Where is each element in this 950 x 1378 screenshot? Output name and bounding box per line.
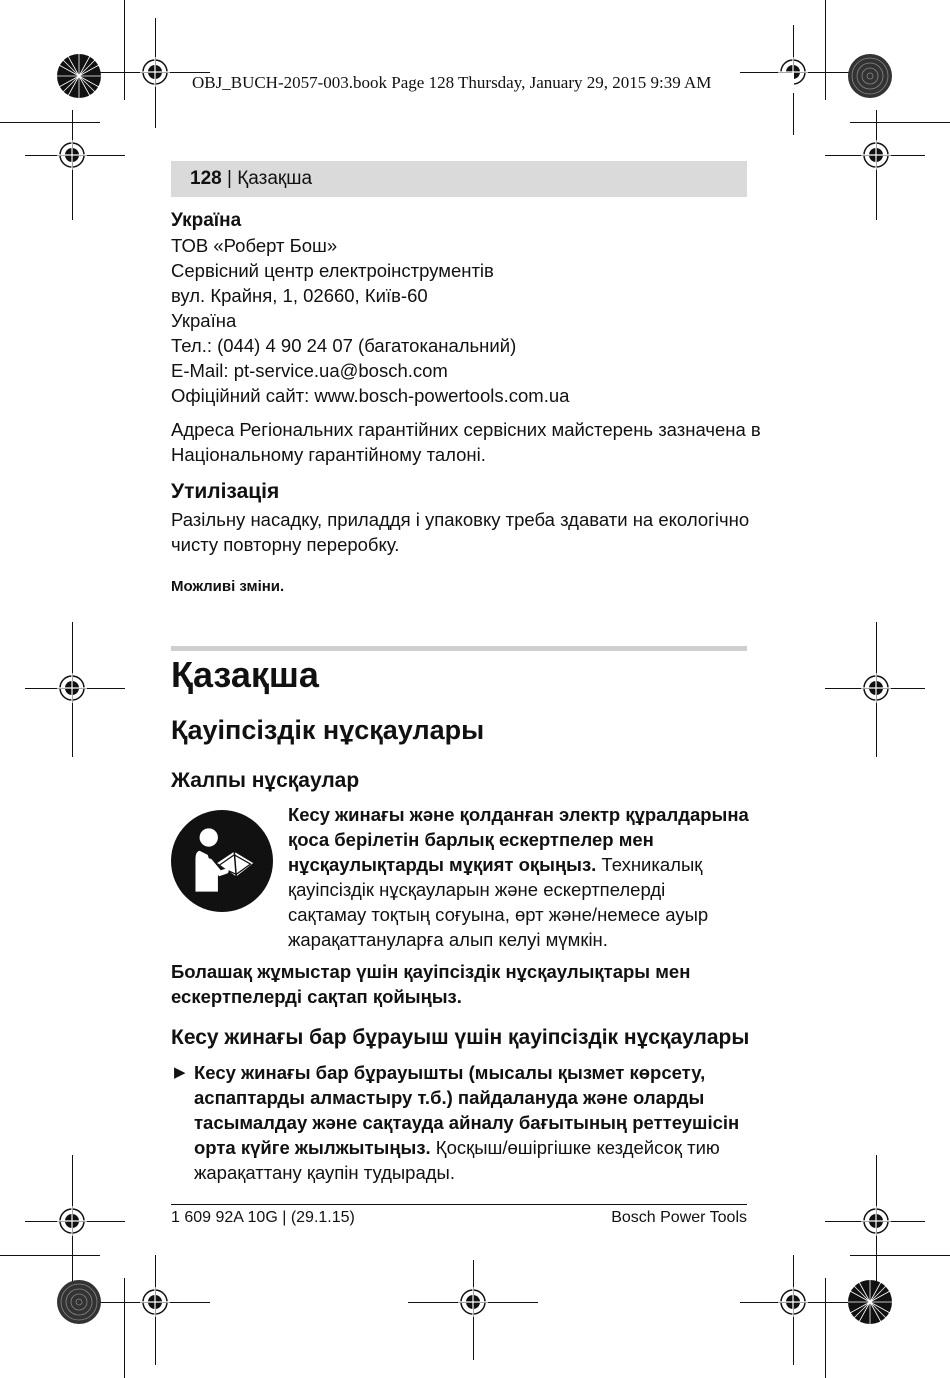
warning-bold-part: нұсқаулықтарды мұқият оқыңыз. xyxy=(288,854,597,875)
registration-mark-icon xyxy=(861,140,891,170)
registration-mark-icon xyxy=(57,140,87,170)
address-line: Сервісний центр електроінструментів xyxy=(171,260,494,281)
warning-line: жарақаттануларға алып келуі мүмкін. xyxy=(288,929,608,950)
crop-mark-top-right-v xyxy=(825,0,826,100)
warning-line: сақтамау тоқтың соғуына, өрт және/немесе ауыр xyxy=(288,904,709,925)
general-warning-text xyxy=(288,802,758,952)
crop-mark-bottom-left-v xyxy=(124,1278,125,1378)
warranty-note-line: Адреса Регіональних гарантійних сервісних майстерень зазначена в xyxy=(171,419,761,440)
bullet-line: тасымалдау және сақтауда айналу бағытының реттеушісін xyxy=(194,1112,740,1133)
crop-mark-top-left-v xyxy=(124,0,125,100)
bullet-triangle-icon: ▶ xyxy=(174,1064,186,1081)
changes-note: Можливі зміни. xyxy=(171,578,285,595)
registration-mark-icon xyxy=(458,1287,488,1317)
page-header-language: Қазақша xyxy=(237,168,313,189)
bullet-line: Кесу жинағы бар бұрауышты (мысалы қызмет көрсету, xyxy=(194,1062,706,1083)
keep-line: Болашақ жұмыстар үшін қауіпсіздік нұсқаулықтары мен xyxy=(171,961,691,982)
safety-title: Қауіпсіздік нұсқаулары xyxy=(171,715,485,745)
registration-mark-icon xyxy=(778,1287,808,1317)
star-target-icon xyxy=(847,1279,893,1325)
drill-safety-heading: Кесу жинағы бар бұрауыш үшін қауіпсіздік нұсқаулары xyxy=(171,1026,750,1049)
disposal-section xyxy=(171,479,751,557)
page-header xyxy=(171,161,747,197)
registration-mark-icon xyxy=(140,57,170,87)
warning-line: қоса берілетін барлық ескертпелер мен xyxy=(288,829,654,850)
drill-safety-item xyxy=(194,1060,754,1185)
document-code: 1 609 92A 10G xyxy=(171,1209,278,1226)
bullet-line: аспаптарды алмастыру т.б.) пайдалануда және оларды xyxy=(194,1087,705,1108)
footer-rule xyxy=(171,1204,747,1205)
phone-line: Тел.: (044) 4 90 24 07 (багатоканальний) xyxy=(171,335,517,356)
address-line: ТОВ «Роберт Бош» xyxy=(171,235,338,256)
disposal-line: Разільну насадку, приладдя і упаковку треба здавати на екологічно xyxy=(171,509,750,530)
registration-mark-icon xyxy=(861,1206,891,1236)
registration-mark-icon xyxy=(861,673,891,703)
warranty-note-line: Національному гарантійному талоні. xyxy=(171,444,486,465)
keep-line: ескертпелерді сақтап қойыңыз. xyxy=(171,986,462,1007)
registration-mark-icon xyxy=(140,1287,170,1317)
footer-left xyxy=(171,1209,355,1227)
crop-mark-bottom-left-h xyxy=(0,1255,100,1256)
warning-line: қауіпсіздік нұсқауларын және ескертпелерді xyxy=(288,879,666,900)
bullet-line xyxy=(194,1135,754,1160)
address-line: вул. Крайня, 1, 02660, Київ-60 xyxy=(171,285,428,306)
bullet-bold-part: орта күйге жылжытыңыз. xyxy=(194,1137,431,1158)
crop-mark-top-right-h xyxy=(850,122,950,123)
ukraine-heading: Україна xyxy=(171,210,242,231)
crop-mark-bottom-right-h xyxy=(850,1255,950,1256)
footer-separator: | xyxy=(277,1209,291,1226)
bullet-line: жарақаттану қаупін тудырады. xyxy=(194,1162,455,1183)
disposal-heading: Утилізація xyxy=(171,480,280,503)
disposal-line: чисту повторну переробку. xyxy=(171,534,400,555)
address-line: Україна xyxy=(171,310,237,331)
keep-instructions xyxy=(171,959,751,1009)
website-line: Офіційний сайт: www.bosch-powertools.com.ua xyxy=(171,385,570,406)
document-date: (29.1.15) xyxy=(290,1209,355,1226)
registration-mark-icon xyxy=(57,673,87,703)
page-number: 128 xyxy=(190,168,222,189)
ukraine-contact-block xyxy=(171,208,761,467)
general-heading: Жалпы нұсқаулар xyxy=(171,769,360,792)
kazakh-title: Қазақша xyxy=(171,654,319,695)
crop-mark-bottom-right-v xyxy=(825,1278,826,1378)
warning-normal-part: Техникалық xyxy=(596,854,703,875)
star-target-icon xyxy=(847,53,893,99)
warning-line: Кесу жинағы және қолданған электр құралдарына xyxy=(288,804,749,825)
section-divider xyxy=(171,646,747,651)
registration-mark-icon xyxy=(57,1206,87,1236)
email-line: E-Mail: pt-service.ua@bosch.com xyxy=(171,360,448,381)
star-target-icon xyxy=(56,1279,102,1325)
warning-line xyxy=(288,852,758,877)
star-target-icon xyxy=(56,53,102,99)
print-slug: OBJ_BUCH-2057-003.book Page 128 Thursday, January 29, 2015 9:39 AM xyxy=(190,73,794,93)
bullet-normal-part: Қосқыш/өшіргішке кездейсоқ тию xyxy=(430,1137,720,1158)
page-header-separator: | xyxy=(221,168,238,189)
footer-brand: Bosch Power Tools xyxy=(611,1209,747,1226)
crop-mark-top-left-h xyxy=(0,122,100,123)
read-manual-icon xyxy=(171,810,273,912)
